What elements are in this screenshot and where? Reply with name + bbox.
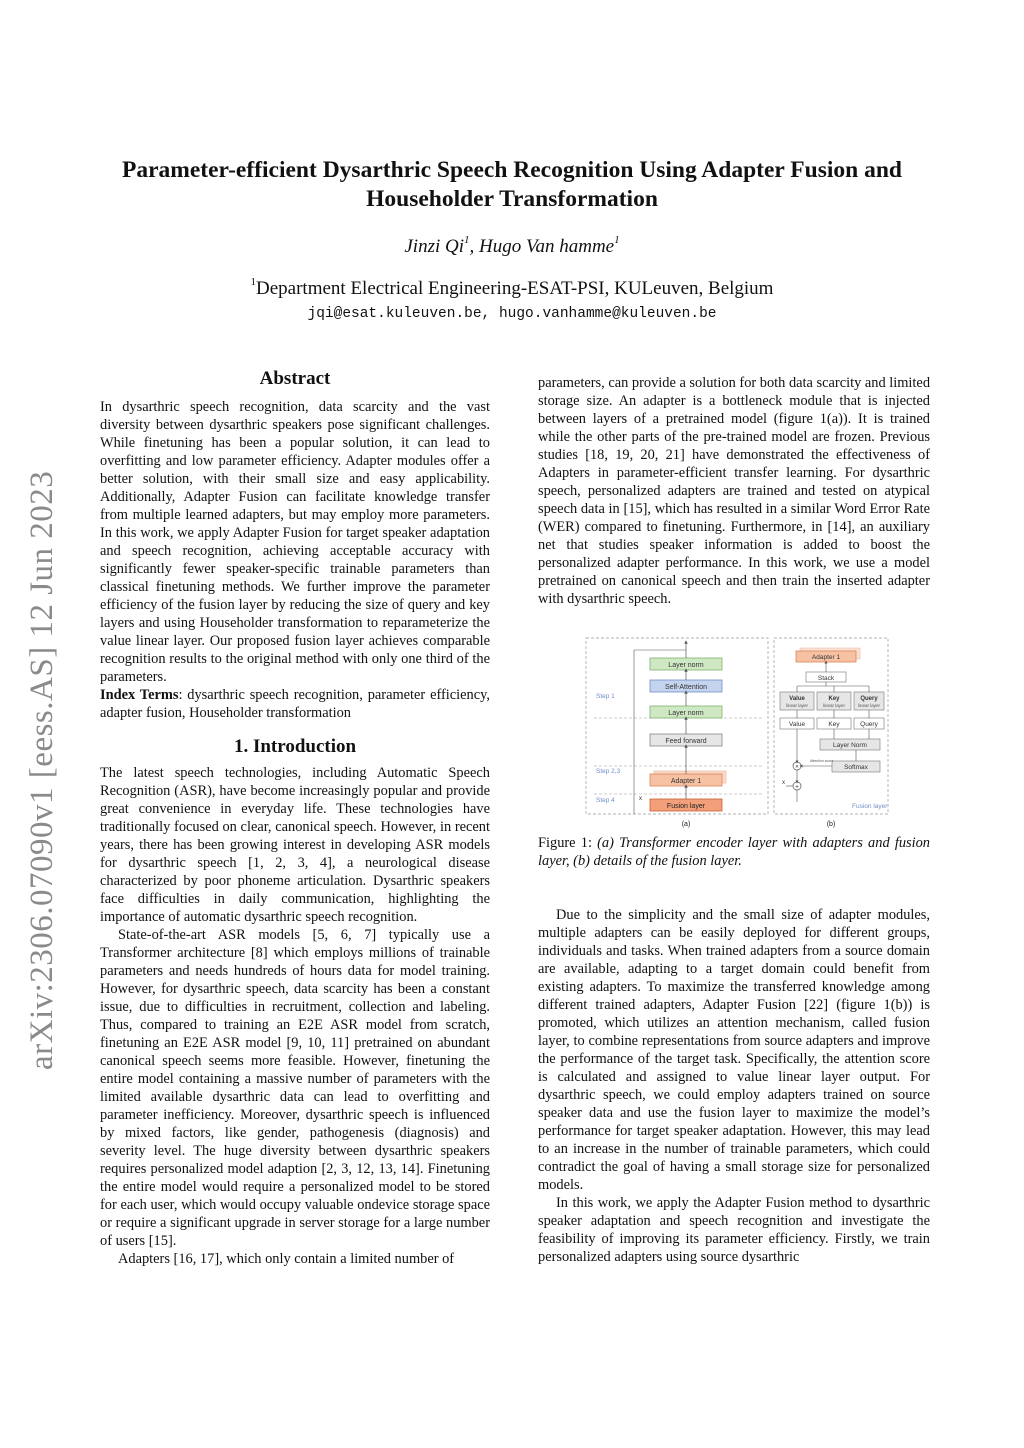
key-linear-label: Key bbox=[828, 696, 840, 702]
author-1-affiliation-mark: 1 bbox=[464, 234, 470, 246]
fusion-layer-label-b: Fusion layer bbox=[852, 803, 888, 810]
author-2-affiliation-mark: 1 bbox=[614, 234, 620, 246]
adapter-1-label-b: Adapter 1 bbox=[811, 654, 841, 661]
adapter-1-label-a: Adapter 1 bbox=[670, 778, 702, 785]
index-terms-label: Index Terms bbox=[100, 687, 179, 703]
input-x-label-a: x bbox=[639, 796, 642, 802]
input-x-label-b: x bbox=[782, 780, 785, 786]
author-2: Hugo Van hamme bbox=[479, 236, 615, 257]
intro-paragraph-3: Adapters [16, 17], which only contain a limited number of bbox=[118, 1251, 455, 1267]
introduction-heading: 1. Introduction bbox=[233, 736, 357, 757]
query-label: Query bbox=[860, 721, 878, 728]
index-terms-text: : dysarthric speech recognition, parameter efficiency, adapter fusion, Householder transformation bbox=[100, 687, 490, 721]
figure-1-caption-text: (a) Transformer encoder layer with adapters and fusion layer, (b) details of the fusion layer. bbox=[538, 835, 931, 869]
author-1: Jinzi Qi bbox=[404, 236, 465, 257]
step-4-label: Step 4 bbox=[596, 797, 615, 804]
key-label: Key bbox=[828, 721, 840, 728]
key-linear-sublabel: linear layer bbox=[822, 703, 846, 708]
layer-norm-mid-label: Layer norm bbox=[668, 710, 704, 717]
author-separator: , bbox=[469, 236, 480, 257]
query-linear-sublabel: linear layer bbox=[857, 703, 881, 708]
panel-b bbox=[774, 638, 888, 828]
softmax-label: Softmax bbox=[844, 764, 868, 771]
affiliation-text: Department Electrical Engineering-ESAT-PSI, KULeuven, Belgium bbox=[256, 278, 774, 299]
intro-paragraph-3-continued: parameters, can provide a solution for both data scarcity and limited storage size. An adapter is a bottleneck module that is injected between layers of a pretrained model (figure 1(a)). It is trained while the other parts of the pre-trained model are frozen. Previous studies [18, 19, 20, 21] have demonstrated the effectiveness of Adapters in parameter-efficient transfer learning. For dysarthric speech, personalized adapters are trained and tested on atypical speech data in [15], which has resulted in a similar Word Error Rate (WER) compared to finetuning. Furthermore, in [14], an auxiliary net that studies speaker information is added to boost the personalized adapter performance. In this work, we use a model pretrained on canonical speech and then train the inserted adapter with dysarthric speech. bbox=[538, 375, 931, 607]
query-linear-label: Query bbox=[860, 696, 878, 702]
svg-text:×: × bbox=[795, 764, 799, 771]
arxiv-id-text: arXiv:2306.07090v1 [eess.AS] 12 Jun 2023 bbox=[24, 470, 60, 1070]
figure-1-diagram bbox=[574, 634, 894, 834]
index-terms bbox=[100, 686, 490, 722]
subfigure-a-label: (a) bbox=[681, 821, 691, 828]
step-2-3-label: Step 2,3 bbox=[596, 768, 621, 775]
value-linear-label: Value bbox=[789, 696, 805, 702]
attention-score-label: Attention score bbox=[810, 759, 834, 763]
layer-norm-b-label: Layer Norm bbox=[833, 742, 867, 749]
fusion-layer-label-a: Fusion layer bbox=[666, 803, 706, 810]
author-emails: jqi@esat.kuleuven.be, hugo.vanhamme@kuleuven.be bbox=[307, 306, 717, 322]
paper-title: Parameter-efficient Dysarthric Speech Recognition Using Adapter Fusion and Householder Transformation bbox=[122, 157, 902, 212]
subfigure-b-label: (b) bbox=[826, 821, 836, 828]
stack-label: Stack bbox=[817, 675, 835, 682]
left-column bbox=[100, 370, 490, 1268]
abstract-body: In dysarthric speech recognition, data scarcity and the vast diversity between dysarthric speakers pose significant challenges. While finetuning has been a popular solution, it can lead to overfitting and low parameter efficiency. Adapter modules offer a better solution, with their small size and easy applicability. Additionally, Adapter Fusion can facilitate knowledge transfer from multiple learned adapters, but may employ more parameters. In this work, we apply Adapter Fusion for target speaker adaptation and speech recognition, achieving acceptable accuracy with significantly fewer speaker-specific trainable parameters than classical finetuning methods. We further improve the parameter efficiency of the fusion layer by reducing the size of query and key layers and using Householder transformation to reparameterize the value linear layer. Our proposed fusion layer achieves comparable recognition results to the original method with only one third of the parameters. bbox=[100, 399, 490, 685]
intro-paragraph-4: Due to the simplicity and the small size of adapter modules, multiple adapters can be easily deployed for different groups, individuals and tasks. When trained adapters from a source domain are available, adapting to a target domain could benefit from existing adapters. To maximize the transferred knowledge among different trained adapters, Adapter Fusion [22] (figure 1(b)) is promoted, which utilizes an attention mechanism, called fusion layer, to combine representations from source adapters and improve the performance of the target task. Specifically, the attention score is calculated and assigned to value linear layer output. For dysarthric speech, we could employ adapters trained on source speaker data and use the fusion layer to maximize the model’s performance for target speaker adaptation. However, this may lead to an increase in the number of trainable parameters, which could contradict the goal of having a small storage size for personalized models. bbox=[538, 907, 930, 1193]
value-linear-sublabel: linear layer bbox=[785, 703, 809, 708]
step-1-label: Step 1 bbox=[596, 693, 615, 700]
right-column bbox=[538, 374, 930, 1266]
figure-1-caption-label: Figure 1: bbox=[538, 835, 598, 851]
self-attention-label: Self-Attention bbox=[664, 684, 708, 691]
intro-paragraph-2: State-of-the-art ASR models [5, 6, 7] typically use a Transformer architecture [8] which employs millions of trainable parameters and needs hundreds of hours data for model training. However, for dysarthric speech, data scarcity has been a constant issue, due to difficulties in recruitment, collection and labeling. Thus, compared to training an E2E ASR model from scratch, finetuning an E2E ASR model [9, 10, 11] pretrained on abundant canonical speech seems more feasible. However, finetuning the entire model containing a massive number of parameters with the limited available dysarthric data can lead to overfitting and parameter inefficiency. Moreover, dysarthric speech is influenced by mixed factors, like gender, pathogenesis (diagnosis) and severity level. The huge diversity between dysarthric speakers requires personalized model adaption [2, 3, 12, 13, 14]. Finetuning the entire model would require a personalized model to be stored for each user, which would occupy valuable ondevice storage space or require a significant upgrade in server storage for a large number of users [15]. bbox=[100, 927, 490, 1249]
abstract-heading: Abstract bbox=[259, 368, 331, 389]
value-label: Value bbox=[788, 721, 806, 728]
author-line bbox=[0, 236, 1024, 258]
affiliation-mark: 1 bbox=[250, 276, 257, 288]
affiliation bbox=[0, 278, 1024, 300]
layer-norm-top-label: Layer norm bbox=[668, 662, 704, 669]
feed-forward-label: Feed forward bbox=[665, 738, 707, 745]
panel-a bbox=[586, 638, 768, 828]
intro-paragraph-1: The latest speech technologies, including Automatic Speech Recognition (ASR), have become increasingly popular and provide great convenience in everyday life. These technologies have traditionally focused on clear, canonical speech. However, in recent years, there has been growing interest in developing ASR models for dysarthric speech [1, 2, 3, 4], a neurological disease characterized by poor phoneme articulation. Dysarthric speakers face difficulties in daily communication, highlighting the importance of automatic dysarthric speech recognition. bbox=[100, 765, 490, 925]
svg-text:+: + bbox=[795, 784, 799, 791]
figure-1-caption bbox=[538, 834, 930, 870]
intro-paragraph-5: In this work, we apply the Adapter Fusion method to dysarthric speaker adaptation and speech recognition and investigate the feasibility of improving its parameter efficiency. Firstly, we train personalized adapters using source dysarthric bbox=[538, 1195, 930, 1265]
